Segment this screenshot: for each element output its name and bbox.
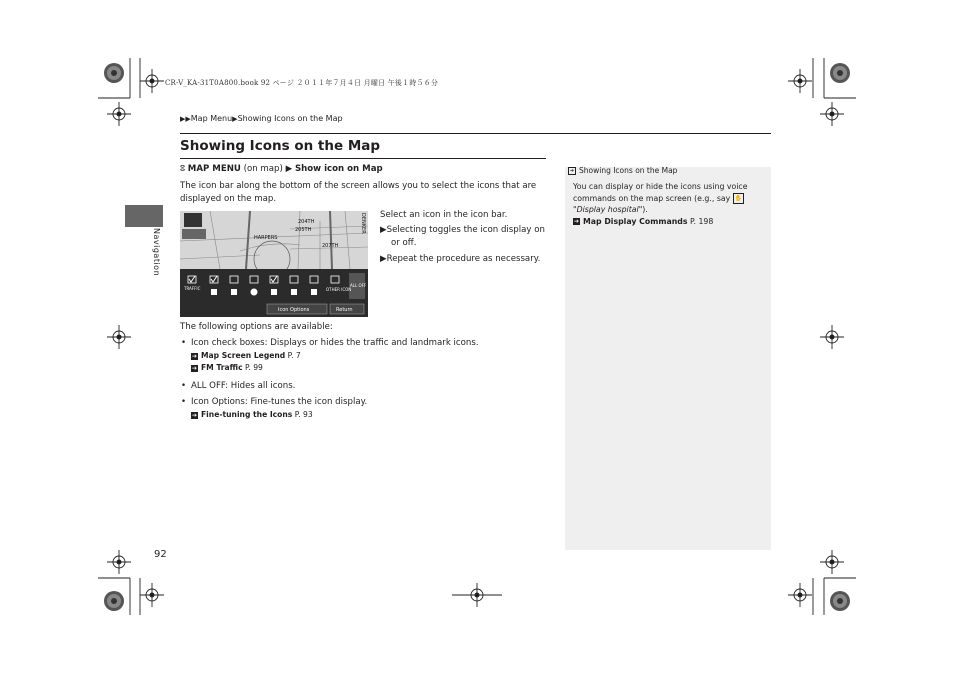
instruction-sub: ▶Repeat the procedure as necessary. bbox=[380, 254, 541, 264]
street-label: DENKER bbox=[360, 213, 366, 234]
cross-reference: ➔ Fine-tuning the Icons P. 93 bbox=[191, 410, 313, 419]
street-label: 205TH bbox=[295, 227, 312, 233]
section-tab bbox=[125, 205, 163, 227]
option-desc: : Displays or hides the traffic and landmark icons. bbox=[264, 338, 479, 348]
page-title: Showing Icons on the Map bbox=[180, 138, 381, 154]
talk-button-icon: ✋ bbox=[734, 195, 742, 203]
sub-arrow-icon: ▶ bbox=[380, 225, 387, 235]
breadcrumb-item-map-menu: Map Menu bbox=[190, 114, 233, 123]
ref-arrow-icon: ➔ bbox=[191, 352, 198, 360]
command-menu: MAP MENU bbox=[187, 164, 241, 174]
street-label: HARPERS bbox=[254, 235, 278, 241]
sidebar-ref-name: Map Display Commands bbox=[583, 216, 688, 226]
option-desc: : Hides all icons. bbox=[225, 381, 296, 391]
instruction-step: Select an icon in the icon bar. bbox=[380, 210, 508, 220]
option-term: ALL OFF bbox=[191, 381, 226, 391]
command-arrow-icon: ▶ bbox=[285, 164, 293, 174]
command-context: (on map) bbox=[243, 164, 283, 174]
option-item bbox=[180, 337, 546, 350]
icon-label-all-off: ALL OFF bbox=[350, 283, 367, 288]
title-rule bbox=[180, 158, 546, 159]
options-list bbox=[180, 337, 546, 421]
intro-paragraph: The icon bar along the bottom of the screen allows you to select the icons that are displayed on the map. bbox=[180, 181, 537, 204]
sub-arrow-icon: ▶ bbox=[380, 254, 387, 264]
option-term: Icon Options bbox=[191, 397, 245, 407]
breadcrumb-item-current: Showing Icons on the Map bbox=[237, 114, 343, 123]
instruction-sub: ▶Selecting toggles the icon display on or off. bbox=[380, 225, 545, 248]
file-header-line: CR-V_KA-31T0A800.book 92 ページ ２０１１年７月４日 月曜日 午後１時５６分 bbox=[165, 79, 439, 87]
breadcrumb-arrow-icon: ▶ bbox=[232, 115, 238, 123]
cross-reference: ➔ FM Traffic P. 99 bbox=[191, 363, 263, 372]
sidebar-ref-page: P. 198 bbox=[690, 216, 714, 226]
header-rule bbox=[180, 133, 771, 134]
instructions bbox=[380, 209, 550, 266]
sidebar-heading: ➔ Showing Icons on the Map bbox=[569, 166, 678, 175]
voice-command-example: "Display hospital" bbox=[573, 205, 643, 215]
map-button-icon: ⵓ bbox=[180, 164, 186, 173]
icon-label-other: OTHER ICON bbox=[326, 287, 352, 292]
cross-reference: ➔ Map Screen Legend P. 7 bbox=[191, 351, 301, 360]
option-item bbox=[180, 396, 546, 409]
nav-screen-image bbox=[180, 211, 368, 317]
command-path bbox=[180, 164, 383, 174]
command-action: Show icon on Map bbox=[294, 164, 383, 174]
sidebar-body: You can display or hide the icons using voice commands on the map screen (e.g., say ✋ "Display hospital"). ➔ Map Display Commands P. 198 bbox=[573, 182, 748, 226]
street-label: 204TH bbox=[298, 219, 315, 225]
section-tab-label: Navigation bbox=[152, 228, 161, 277]
icon-label-traffic: TRAFFIC bbox=[184, 286, 201, 291]
ref-arrow-icon: ➔ bbox=[573, 218, 580, 226]
return-button: Return bbox=[336, 307, 353, 313]
breadcrumb bbox=[180, 114, 343, 123]
option-desc: : Fine-tunes the icon display. bbox=[244, 397, 368, 407]
option-item bbox=[180, 380, 546, 393]
street-label: 207TH bbox=[322, 243, 339, 249]
options-intro: The following options are available: bbox=[180, 322, 333, 332]
ref-arrow-icon: ➔ bbox=[191, 411, 198, 419]
icon-options-button: Icon Options bbox=[278, 307, 310, 313]
breadcrumb-arrow-icon: ▶▶ bbox=[180, 115, 191, 123]
nav-map-illustration bbox=[180, 211, 368, 317]
sidebar-arrow-icon: ➔ bbox=[569, 168, 575, 174]
option-term: Icon check boxes bbox=[191, 338, 265, 348]
ref-arrow-icon: ➔ bbox=[191, 364, 198, 372]
page-number: 92 bbox=[154, 549, 167, 560]
